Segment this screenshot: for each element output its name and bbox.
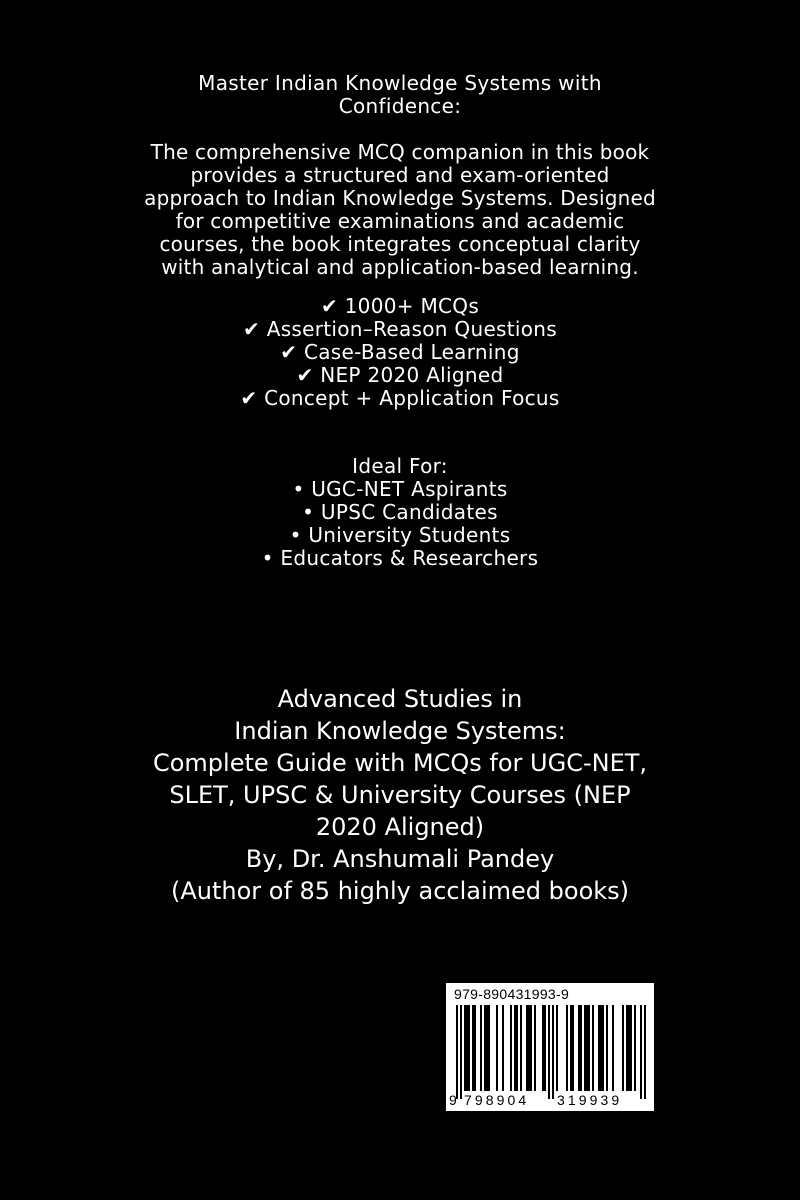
ideal-for-title: Ideal For: (352, 454, 448, 478)
barcode-bar (526, 1005, 528, 1091)
feature-item: ✔ Case-Based Learning (280, 340, 520, 364)
barcode-digits (446, 1092, 654, 1110)
barcode-bar (626, 1005, 628, 1091)
barcode-bar (578, 1005, 580, 1091)
feature-item: ✔ NEP 2020 Aligned (296, 363, 504, 387)
barcode-bar (644, 1005, 646, 1099)
feature-item: ✔ Concept + Application Focus (240, 386, 560, 410)
barcode-bar (548, 1005, 550, 1099)
author-credit: (Author of 85 highly acclaimed books) (170, 877, 630, 905)
barcode-bar (634, 1005, 636, 1091)
description-line: with analytical and application-based learning. (161, 255, 639, 279)
barcode-bar (570, 1005, 572, 1091)
barcode-bar (488, 1005, 490, 1091)
barcode-bar (456, 1005, 458, 1099)
book-title-line: Complete Guide with MCQs for UGC-NET, (152, 749, 648, 777)
barcode-bar (472, 1005, 474, 1091)
barcode-digit-first: 9 (449, 1092, 457, 1108)
barcode-bar (474, 1005, 476, 1091)
book-title-line: Indian Knowledge Systems: (234, 717, 566, 745)
barcode-bar (598, 1005, 600, 1091)
description-line: courses, the book integrates conceptual clarity (159, 232, 641, 256)
description-line: for competitive examinations and academic (175, 209, 625, 233)
barcode-bar (612, 1005, 614, 1091)
barcode-bar (502, 1005, 504, 1091)
ideal-for-item: • UPSC Candidates (302, 500, 498, 524)
barcode-bar (586, 1005, 588, 1091)
barcode-bar (552, 1005, 554, 1099)
ideal-for-item: • Educators & Researchers (261, 546, 539, 570)
heading-line: Confidence: (338, 94, 462, 118)
barcode-bar (556, 1005, 558, 1091)
barcode-bar (584, 1005, 586, 1091)
barcode-bar (592, 1005, 594, 1091)
barcode-bar (460, 1005, 462, 1099)
description-line: approach to Indian Knowledge Systems. Designed (144, 186, 656, 210)
barcode-bar (622, 1005, 624, 1091)
barcode-bar (484, 1005, 486, 1091)
barcode-bar (572, 1005, 574, 1091)
barcode-bar (530, 1005, 532, 1091)
ideal-for-item: • UGC-NET Aspirants (292, 477, 508, 501)
barcode-bar (600, 1005, 602, 1091)
barcode-digits-right: 319939 (557, 1092, 623, 1108)
barcode-bar (542, 1005, 544, 1091)
description (0, 141, 800, 279)
barcode-bar (468, 1005, 470, 1091)
barcode-bar (630, 1005, 632, 1091)
barcode-bar (464, 1005, 466, 1091)
barcode-bar (466, 1005, 468, 1091)
book-title-line: 2020 Aligned) (315, 813, 485, 841)
barcode-bar (528, 1005, 530, 1091)
isbn-number: 979-890431993-9 (454, 986, 570, 1002)
ideal-for-list (0, 455, 800, 570)
heading-line: Master Indian Knowledge Systems with (198, 71, 602, 95)
barcode-bar (480, 1005, 482, 1091)
barcode-bar (640, 1005, 642, 1099)
barcode-bar (588, 1005, 590, 1091)
feature-item: ✔ Assertion–Reason Questions (243, 317, 557, 341)
barcode-bar (486, 1005, 488, 1091)
barcode-bar (566, 1005, 568, 1091)
barcode-bar (534, 1005, 536, 1091)
book-title-block (0, 683, 800, 907)
heading (0, 72, 800, 118)
description-line: provides a structured and exam-oriented (190, 163, 610, 187)
barcode-bar (628, 1005, 630, 1091)
description-line: The comprehensive MCQ companion in this book (150, 140, 650, 164)
barcode-digits-left: 798904 (464, 1092, 530, 1108)
barcode-bar (520, 1005, 522, 1091)
barcode-bar (606, 1005, 608, 1091)
barcode-bar (510, 1005, 512, 1091)
barcode-bar (516, 1005, 518, 1091)
features-list (0, 295, 800, 410)
barcode-bar (580, 1005, 582, 1091)
barcode-bar (544, 1005, 546, 1091)
author-line: By, Dr. Anshumali Pandey (245, 845, 555, 873)
book-title-line: SLET, UPSC & University Courses (NEP (169, 781, 631, 809)
feature-item: ✔ 1000+ MCQs (320, 294, 480, 318)
book-title-line: Advanced Studies in (277, 685, 523, 713)
isbn-barcode (446, 983, 654, 1111)
barcode-bar (514, 1005, 516, 1091)
barcode-bar (496, 1005, 498, 1091)
ideal-for-item: • University Students (289, 523, 511, 547)
barcode-bar (602, 1005, 604, 1091)
